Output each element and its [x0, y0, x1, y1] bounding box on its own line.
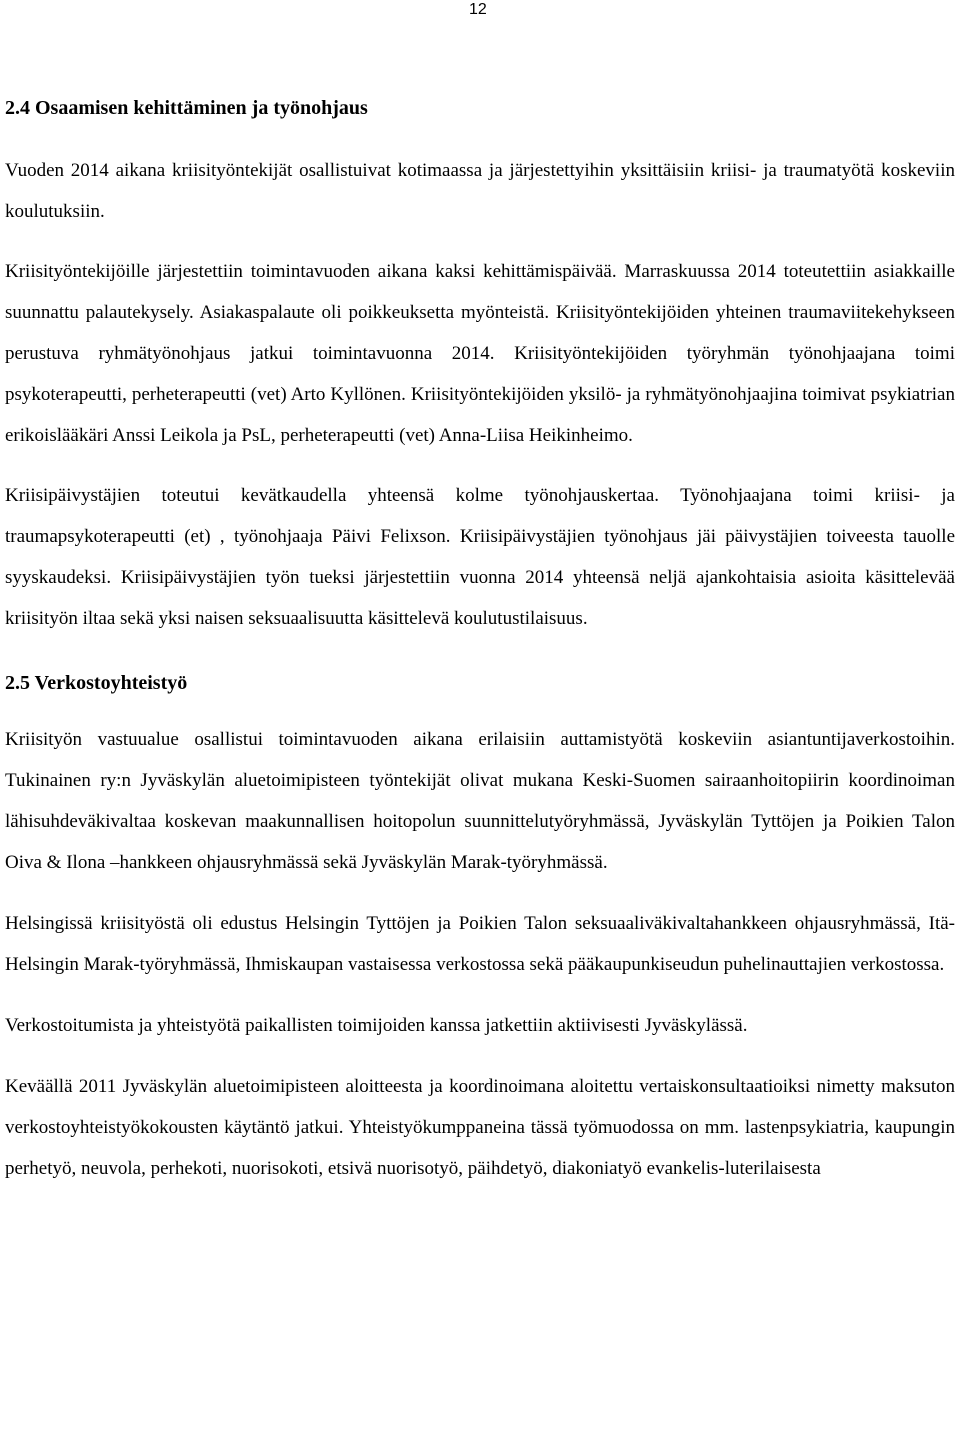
section-heading-verkostoyhteistyo: 2.5 Verkostoyhteistyö	[5, 672, 188, 694]
paragraph-asiantuntijaverkostot: Kriisityön vastuualue osallistui toimintavuoden aikana erilaisiin auttamistyötä koskeviin asiantuntijaverkostoihin. Tukinainen ry:n Jyväskylän aluetoimipisteen työntekijät olivat mukana Keski-Suomen sairaanhoitopiirin koordinoiman lähisuhdeväkivaltaa koskevan maakunnallisen hoitopolun suunnittelutyöryhmässä, Jyväskylän Tyttöjen ja Poikien Talon Oiva & Ilona –hankkeen ohjausryhmässä sekä Jyväskylän Marak-työryhmässä.	[5, 729, 955, 873]
paragraph-verkostoituminen: Verkostoitumista ja yhteistyötä paikallisten toimijoiden kanssa jatkettiin aktiivisesti Jyväskylässä.	[5, 1015, 748, 1036]
paragraph-kehittamispaivat: Kriisityöntekijöille järjestettiin toimintavuoden aikana kaksi kehittämispäivää. Marraskuussa 2014 toteutettiin asiakkaille suunnattu palautekysely. Asiakaspalaute oli poikkeuksetta myönteistä. Kriisityöntekijöiden yhteinen traumaviitekehykseen perustuva ryhmätyönohjaus jatkui toimintavuonna 2014. Kriisityöntekijöiden työryhmän työnohjaajana toimi psykoterapeutti, perheterapeutti (vet) Arto Kyllönen. Kriisityöntekijöiden yksilö- ja ryhmätyönohjaajina toimivat psykiatrian erikoislääkäri Anssi Leikola ja PsL, perheterapeutti (vet) Anna-Liisa Heikinheimo.	[5, 261, 955, 446]
page-number: 12	[469, 1, 487, 18]
section-heading-osaamisen-kehittaminen: 2.4 Osaamisen kehittäminen ja työnohjaus	[5, 97, 368, 119]
paragraph-koulutukset: Vuoden 2014 aikana kriisityöntekijät osallistuivat kotimaassa ja järjestettyihin yksittäisiin kriisi- ja traumatyötä koskeviin koulutuksiin.	[5, 160, 955, 222]
paragraph-helsinki: Helsingissä kriisityöstä oli edustus Helsingin Tyttöjen ja Poikien Talon seksuaaliväkivaltahankkeen ohjausryhmässä, Itä-Helsingin Marak-työryhmässä, Ihmiskaupan vastaisessa verkostossa sekä pääkaupunkiseudun puhelinauttajien verkostossa.	[5, 913, 955, 975]
document-body	[5, 92, 955, 1189]
paragraph-vertaiskonsultaatio: Keväällä 2011 Jyväskylän aluetoimipisteen aloitteesta ja koordinoimana aloitettu vertaiskonsultaatioiksi nimetty maksuton verkostoyhteistyökokousten käytäntö jatkui. Yhteistyökumppaneina tässä työmuodossa on mm. lastenpsykiatria, kaupungin perhetyö, neuvola, perhekoti, nuorisokoti, etsivä nuorisotyö, päihdetyö, diakoniatyö evankelis-luterilaisesta	[5, 1076, 955, 1179]
paragraph-kriisipaivystajat: Kriisipäivystäjien toteutui kevätkaudella yhteensä kolme työnohjauskertaa. Työnohjaajana toimi kriisi- ja traumapsykoterapeutti (et) , työnohjaaja Päivi Felixson. Kriisipäivystäjien työnohjaus jäi päivystäjien toiveesta tauolle syyskaudeksi. Kriisipäivystäjien työn tueksi järjestettiin vuonna 2014 yhteensä neljä ajankohtaisia asioita käsittelevää kriisityön iltaa sekä yksi naisen seksuaalisuutta käsittelevä koulutustilaisuus.	[5, 485, 955, 629]
